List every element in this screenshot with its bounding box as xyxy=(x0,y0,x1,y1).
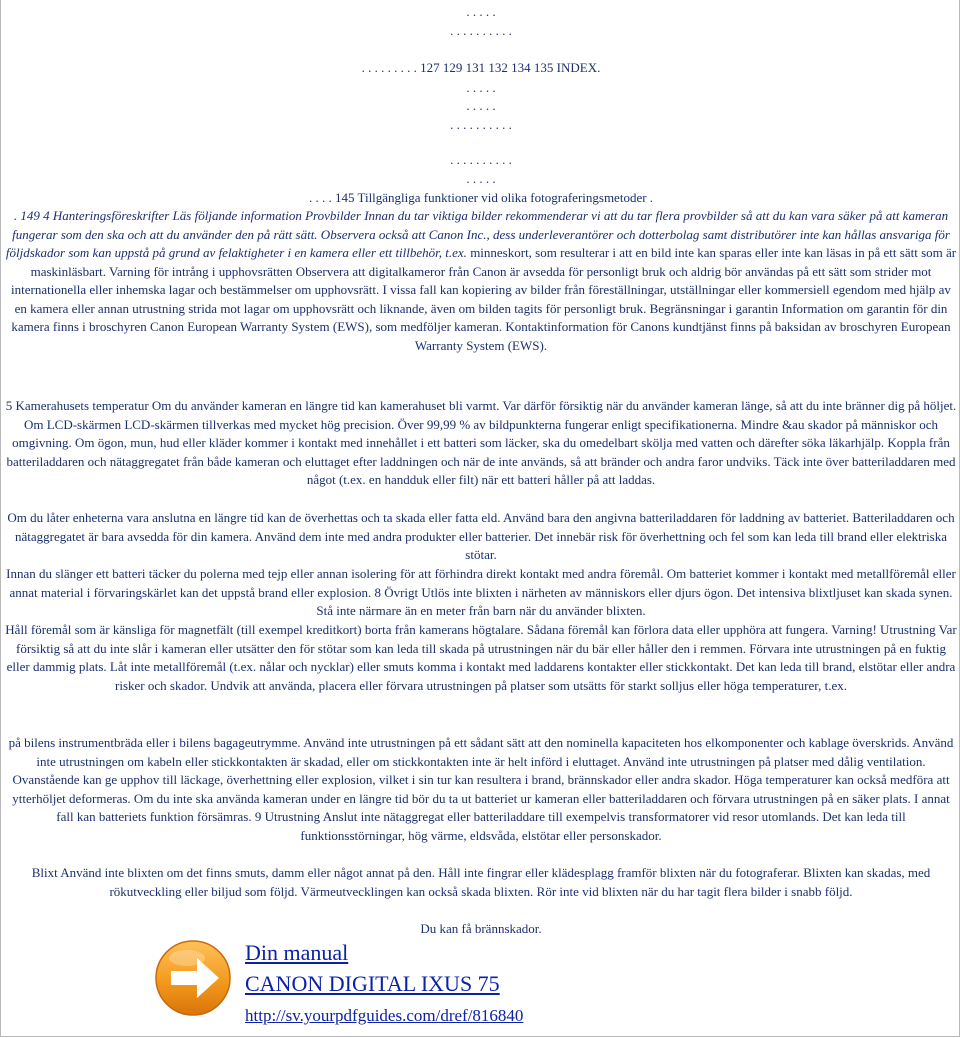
toc-line: . . . . . . . . . . xyxy=(450,117,512,132)
product-link[interactable]: CANON DIGITAL IXUS 75 xyxy=(245,971,500,996)
equipment-usage-paragraph: på bilens instrumentbräda eller i bilens bagageutrymme. Använd inte utrustningen på ett sådant sätt att den nominella kapaciteten hos elkomponenter och kablage överskrids. Använd inte utrustningen om kabeln eller stickkontakten är skadad, eller om stickkontakten inte är helt införd i eluttaget. Använd inte utrustningen på platser med dålig ventilation. Ovanstående kan ge upphov till läckage, överhettning eller explosion, vilket i sin tur kan resultera i brand, brännskador eller andra skador. Höga temperaturer kan också medföra att ytterhöljet deformeras. Om du inte ska använda kameran under en längre tid bör du ta ut batteriet ur kameran eller batteriladdaren och förvara utrustningen på en säker plats. I annat fall kan batteriets funktion försämras. 9 Utrustning Anslut inte nätaggregat eller batteriladdare till exempelvis transformatorer vid resor utomlands. Det kan leda till funktionsstörningar, hög värme, eldsvåda, elstötar eller personskador. xyxy=(8,735,954,843)
toc-line: . . . . . . . . . . xyxy=(450,23,512,38)
toc-index-line: . . . . . . . . . 127 129 131 132 134 135 INDEX. xyxy=(361,60,601,75)
toc-line: . . . . . xyxy=(466,80,496,95)
camera-temperature-paragraph: 5 Kamerahusets temperatur Om du använder kameran en längre tid kan kamerahuset bli varmt. Var därför försiktig när du använder kameran länge, så att du inte bränner dig på höljet. Om LCD-skärmen LCD-skärmen tillverkas med mycket hög precision. Över 99,99 % av bildpunkterna fungerar enligt specifikationerna. Mindre &au skador på människor och omgivning. Om ögon, mun, hud eller kläder kommer i kontakt med innehållet i ett batteri som läcker, ska du omedelbart skölja med vatten och därefter söka läkarhjälp. Koppla från batteriladdaren och nätaggregatet från både kameran och eluttaget efter laddningen och när de inte används, så att bränder och andra faror undviks. Täck inte över batteriladdaren med något (t.ex. en handduk eller filt) när ett batteri håller på att laddas. xyxy=(5,398,957,488)
burn-warning-line: Du kan få brännskador. xyxy=(420,921,542,936)
manual-link[interactable]: Din manual xyxy=(245,940,349,965)
manual-url-link[interactable]: http://sv.yourpdfguides.com/dref/816840 xyxy=(245,1006,524,1025)
toc-line: . . . . . xyxy=(466,4,496,19)
handling-precautions-paragraph xyxy=(5,207,957,355)
toc-functions-line: . . . . 145 Tillgängliga funktioner vid olika fotograferingsmetoder . xyxy=(308,190,654,205)
handling-precautions-italic: . 149 4 Hanteringsföreskrifter Läs följande information Provbilder Innan du tar viktiga bilder rekommenderar vi att du tar flera provbilder så att du kan vara säker på att kameran fungerar som den ska och att du använder den på rätt sätt. Observera också att Canon Inc., dess underleverantörer och dotterbolag samt distributörer inte kan hållas ansvariga för följdskador som kan uppstå på grund av felaktigheter i en kamera eller ett tillbehör, t.ex. xyxy=(5,208,950,261)
toc-line: . . . . . xyxy=(466,98,496,113)
toc-line: . . . . . . . . . . xyxy=(450,152,512,167)
battery-disposal-paragraph: Innan du slänger ett batteri täcker du polerna med tejp eller annan isolering för att förhindra direkt kontakt med andra föremål. Om batteriet kommer i kontakt med metallföremål eller annat material i förvaringskärlet kan det uppstå brand eller explosion. 8 Övrigt Utlös inte blixten i närheten av människors eller djurs ögon. Det intensiva blixtljuset kan skada synen. Stå inte närmare än en meter från barn när du använder blixten. xyxy=(6,566,956,619)
magnetic-warning-paragraph: Håll föremål som är känsliga för magnetfält (till exempel kreditkort) borta från kamerans högtalare. Sådana föremål kan förlora data eller upphöra att fungera. Varning! Utrustning Var försiktig så att du inte slår i kameran eller utsätter den för stötar som kan leda till skada på utrustningen när du bär eller håller den i remmen. Förvara inte utrustningen på en fuktig eller dammig plats. Låt inte metallföremål (t.ex. nålar och nycklar) eller smuts komma i kontakt med laddarens kontakter eller stickkontakt. Det kan leda till brand, elstötar eller andra risker och skador. Undvik att använda, placera eller förvara utrustningen på platser som utsätts för starkt solljus eller höga temperaturer, t.ex. xyxy=(5,622,957,693)
toc-line: . . . . . xyxy=(466,171,496,186)
flash-paragraph: Blixt Använd inte blixten om det finns smuts, damm eller något annat på den. Håll inte fingrar eller klädesplagg framför blixten när du fotograferar. Blixten kan skadas, med rökutveckling eller biljud som följd. Värmeutvecklingen kan också skada blixten. Rör inte vid blixten när du har tagit flera bilder i snabb följd. xyxy=(31,865,931,899)
charger-connection-paragraph: Om du låter enheterna vara anslutna en längre tid kan de överhettas och ta skada eller fatta eld. Använd bara den angivna batteriladdaren för laddning av batteriet. Batteriladdaren och nätaggregatet är bara avsedda för din kamera. Använd dem inte med andra produkter eller batterier. Det innebär risk för överhettning och fel som kan leda till brand eller elektriska stötar. xyxy=(7,510,955,563)
orange-arrow-icon xyxy=(153,938,237,1020)
handling-precautions-text: minneskort, som resulterar i att en bild inte kan sparas eller inte kan läsas in på ett sätt som är maskinläsbart. Varning för intrång i upphovsrätten Observera att digitalkameror från Canon är avsedda för personligt bruk och aldrig bör användas på ett sätt som strider mot internationella eller inhemska lagar och bestämmelser om upphovsrätt. I vissa fall kan kopiering av bilder från föreställningar, utställningar eller kommersiell egendom med hjälp av en kamera eller annan utrustning strida mot lagar om upphovsrätt och liknande, även om bilden tagits för personligt bruk. Begränsningar i garantin Information om garantin för din kamera finns i broschyren Canon European Warranty System (EWS), som medföljer kameran. Kontaktinformation för Canons kundtjänst finns på baksidan av broschyren European Warranty System (EWS). xyxy=(11,245,957,353)
